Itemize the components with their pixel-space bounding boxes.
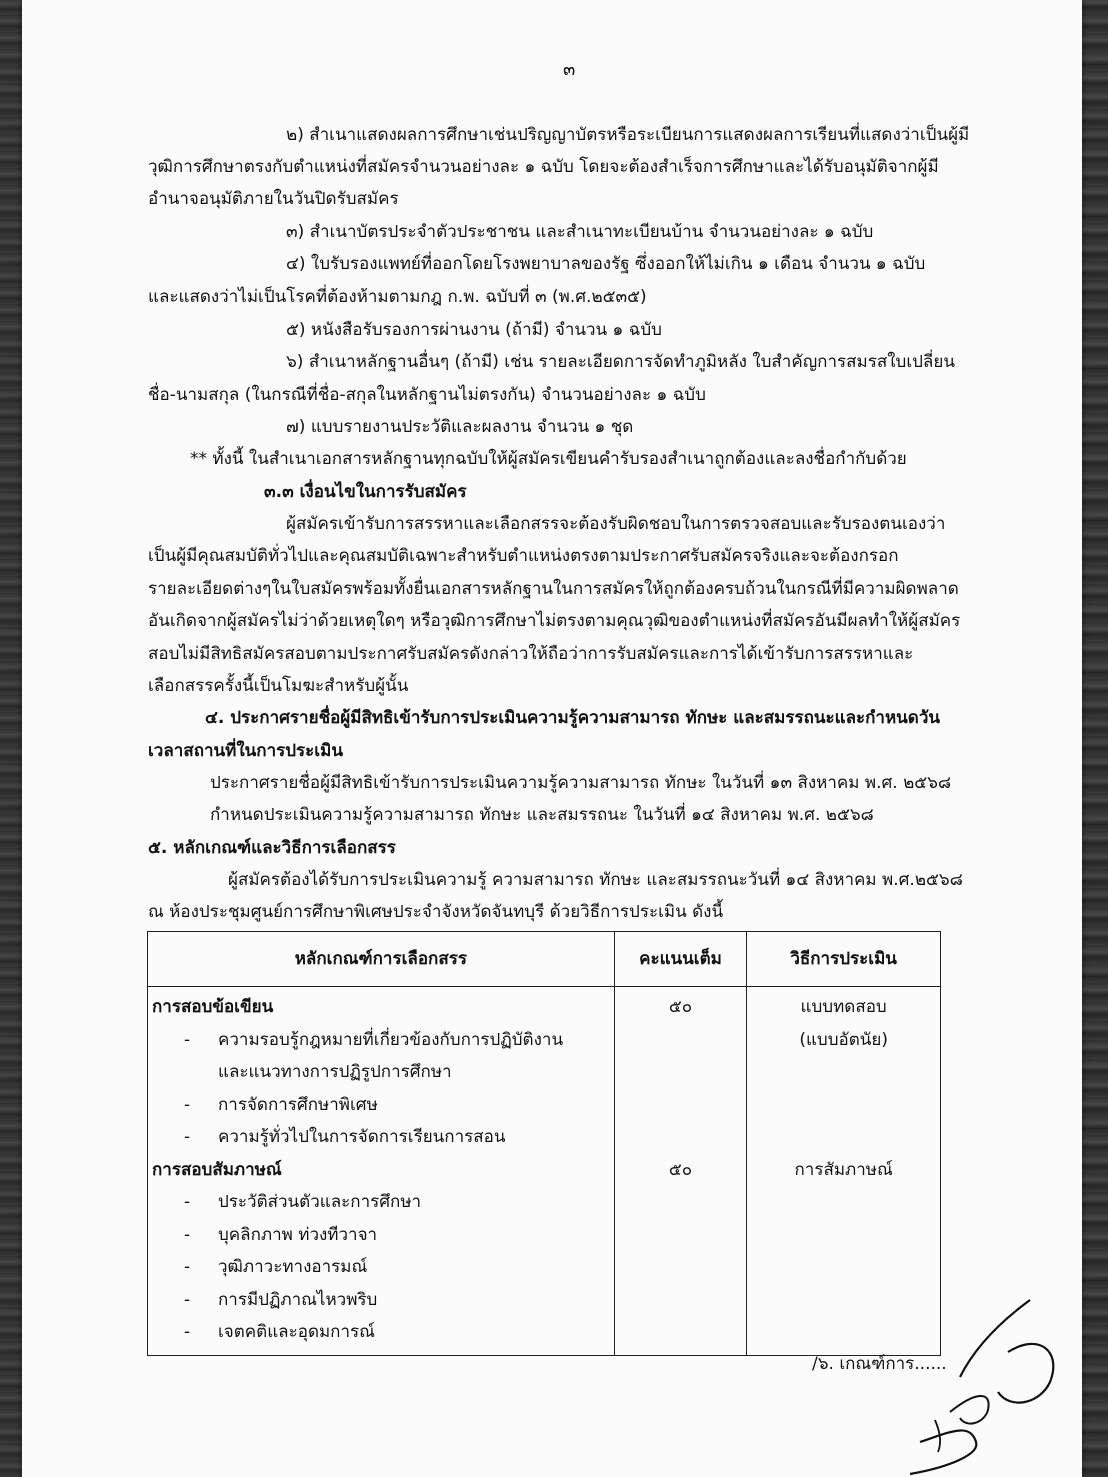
dash-marker: -: [184, 1192, 191, 1212]
section-3-3-line: เลือกสรรครั้งนี้เป็นโมฆะสำหรับผู้นั้น: [148, 676, 409, 696]
header-criteria: หลักเกณฑ์การเลือกสรร: [148, 932, 615, 987]
next-page-reference: /๖. เกณฑ์การ......: [812, 1354, 947, 1374]
note: ** ทั้งนี้ ในสำเนาเอกสารหลักฐานทุกฉบับให้ผู้สมัครเขียนคำรับรองสำเนาถูกต้องและลงชื่อกำกับด้วย: [190, 449, 907, 469]
written-method-line-2: (แบบอัตนัย): [799, 1029, 888, 1050]
list-item-text: ประวัติส่วนตัวและการศึกษา: [218, 1192, 422, 1212]
section-5-line-2: ณ ห้องประชุมศูนย์การศึกษาพิเศษประจำจังหวัดจันทบุรี ด้วยวิธีการประเมิน ดังนี้: [148, 902, 724, 922]
score-cell: [614, 987, 747, 1356]
section-4-heading-line-2: เวลาสถานที่ในการประเมิน: [148, 741, 343, 761]
background-left: [0, 0, 22, 1477]
item-2-line-3: อำนาจอนุมัติภายในวันปิดรับสมัคร: [148, 189, 399, 209]
list-item: [148, 1089, 614, 1122]
list-item-text: เจตคติและอุดมการณ์: [218, 1322, 375, 1342]
list-item: [148, 1316, 614, 1349]
list-item: [148, 1121, 614, 1154]
dash-marker: -: [184, 1127, 191, 1147]
list-item-text: ความรอบรู้กฎหมายที่เกี่ยวข้องกับการปฏิบัติงาน: [218, 1029, 564, 1050]
written-exam-category: การสอบข้อเขียน: [152, 997, 274, 1017]
list-item-continuation: และแนวทางการปฏิรูปการศึกษา: [218, 1062, 452, 1082]
section-3-3-line: อันเกิดจากผู้สมัครไม่ว่าด้วยเหตุใดๆ หรือวุฒิการศึกษาไม่ตรงตามคุณวุฒิของตำแหน่งที่สมัครอันมีผลทำให้ผู้สมัคร: [148, 611, 961, 631]
section-5-heading: ๕. หลักเกณฑ์และวิธีการเลือกสรร: [148, 838, 396, 858]
interview-method: การสัมภาษณ์: [794, 1159, 893, 1180]
dash-marker: -: [184, 1322, 191, 1342]
signature-image: [880, 1292, 1070, 1477]
dash-marker: -: [184, 1257, 191, 1277]
section-3-3-heading: ๓.๓ เงื่อนไขในการรับสมัคร: [264, 482, 467, 502]
section-4-heading-line-1: ๔. ประกาศรายชื่อผู้มีสิทธิเข้ารับการประเมินความรู้ความสามารถ ทักษะ และสมรรถนะและกำหนดวัน: [205, 708, 941, 728]
section-3-3-line: สอบไม่มีสิทธิสมัครสอบตามประกาศรับสมัครดังกล่าวให้ถือว่าการรับสมัครและการได้เข้ารับการสรรหาและ: [148, 644, 914, 664]
interview-category: การสอบสัมภาษณ์: [152, 1159, 282, 1180]
list-item-text: บุคลิกภาพ ท่วงทีวาจา: [218, 1224, 378, 1245]
written-score: ๕๐: [668, 997, 693, 1017]
list-item-text: ความรู้ทั่วไปในการจัดการเรียนการสอน: [218, 1127, 506, 1147]
item-6-line-2: ชื่อ-นามสกุล (ในกรณีที่ชื่อ-สกุลในหลักฐานไม่ตรงกัน) จำนวนอย่างละ ๑ ฉบับ: [148, 385, 706, 405]
item-3: ๓) สำเนาบัตรประจำตัวประชาชน และสำเนาทะเบียนบ้าน จำนวนอย่างละ ๑ ฉบับ: [286, 222, 874, 242]
list-item: [148, 1186, 614, 1219]
section-4-line-2: กำหนดประเมินความรู้ความสามารถ ทักษะ และสมรรถนะ ในวันที่ ๑๔ สิงหาคม พ.ศ. ๒๕๖๘: [210, 805, 874, 825]
section-3-3-line: ผู้สมัครเข้ารับการสรรหาและเลือกสรรจะต้องรับผิดชอบในการตรวจสอบและรับรองตนเองว่า: [286, 514, 946, 534]
item-2-line-2: วุฒิการศึกษาตรงกับตำแหน่งที่สมัครจำนวนอย่างละ ๑ ฉบับ โดยจะต้องสำเร็จการศึกษาและได้รับอนุมัติจากผู้มี: [148, 157, 939, 177]
list-item-text: การจัดการศึกษาพิเศษ: [218, 1094, 378, 1115]
item-7: ๗) แบบรายงานประวัติและผลงาน จำนวน ๑ ชุด: [286, 417, 634, 437]
item-2-line-1: ๒) สำเนาแสดงผลการศึกษาเช่นปริญญาบัตรหรือระเบียนการแสดงผลการเรียนที่แสดงว่าเป็นผู้มี: [286, 125, 970, 145]
header-method: วิธีการประเมิน: [747, 932, 941, 987]
dash-marker: -: [184, 1224, 191, 1245]
header-full-score: คะแนนเต็ม: [614, 932, 747, 987]
section-3-3-line: รายละเอียดต่างๆในใบสมัครพร้อมทั้งยื่นเอกสารหลักฐานในการสมัครให้ถูกต้องครบถ้วนในกรณีที่มีความผิดพลาด: [148, 579, 959, 599]
interview-score: ๕๐: [668, 1159, 693, 1180]
list-item-text: วุฒิภาวะทางอารมณ์: [218, 1257, 368, 1277]
item-4-line-2: และแสดงว่าไม่เป็นโรคที่ต้องห้ามตามกฎ ก.พ. ฉบับที่ ๓ (พ.ศ.๒๕๓๕): [148, 287, 647, 307]
section-5-line-1: ผู้สมัครต้องได้รับการประเมินความรู้ ความสามารถ ทักษะ และสมรรถนะวันที่ ๑๔ สิงหาคม พ.ศ.๒๕๖๘: [228, 870, 963, 890]
list-item: [148, 1219, 614, 1252]
dash-marker: -: [184, 1029, 191, 1050]
page-number: ๓: [563, 59, 576, 80]
document-page: [22, 0, 1082, 1477]
table-body-row: [148, 987, 941, 1356]
item-5: ๕) หนังสือรับรองการผ่านงาน (ถ้ามี) จำนวน ๑ ฉบับ: [286, 320, 662, 340]
table-header-row: [148, 932, 941, 987]
list-item: [148, 1284, 614, 1317]
criteria-cell: [148, 987, 615, 1356]
dash-marker: -: [184, 1289, 191, 1310]
item-4-line-1: ๔) ใบรับรองแพทย์ที่ออกโดยโรงพยาบาลของรัฐ ซึ่งออกให้ไม่เกิน ๑ เดือน จำนวน ๑ ฉบับ: [286, 254, 926, 274]
written-method-line-1: แบบทดสอบ: [800, 997, 887, 1017]
list-item-text: การมีปฏิภาณไหวพริบ: [218, 1289, 378, 1310]
section-4-line-1: ประกาศรายชื่อผู้มีสิทธิเข้ารับการประเมินความรู้ความสามารถ ทักษะ ในวันที่ ๑๓ สิงหาคม พ.ศ. ๒๕๖๘: [210, 773, 952, 793]
section-3-3-line: เป็นผู้มีคุณสมบัติทั่วไปและคุณสมบัติเฉพาะสำหรับตำแหน่งตรงตามประกาศรับสมัครจริงและจะต้องกรอก: [148, 546, 899, 566]
criteria-table: [147, 931, 941, 1356]
background-right: [1082, 0, 1108, 1477]
list-item: [148, 1024, 614, 1057]
dash-marker: -: [184, 1094, 191, 1115]
list-item: [148, 1251, 614, 1284]
item-6-line-1: ๖) สำเนาหลักฐานอื่นๆ (ถ้ามี) เช่น รายละเอียดการจัดทำภูมิหลัง ใบสำคัญการสมรสใบเปลี่ยน: [286, 352, 955, 372]
